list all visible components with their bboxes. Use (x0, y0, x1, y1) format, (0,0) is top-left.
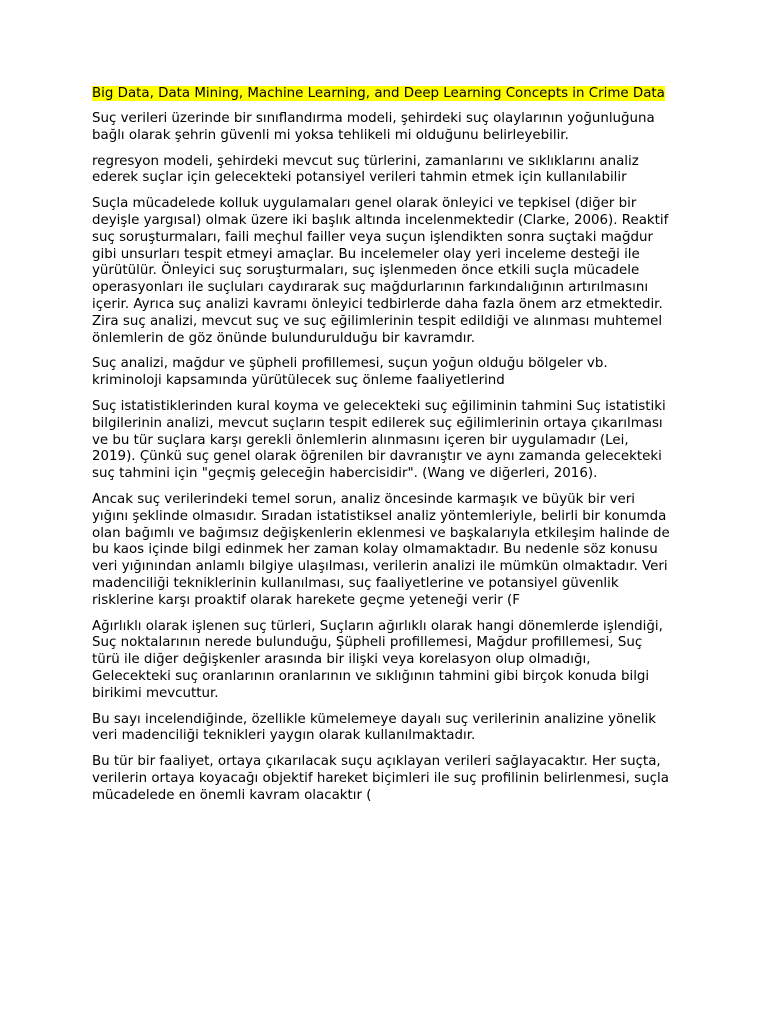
paragraph-4: Suç analizi, mağdur ve şüpheli profillemesi, suçun yoğun olduğu bölgeler vb. kriminoloji kapsamında yürütülecek suç önleme faaliyetlerind (92, 356, 608, 389)
title-highlight: Big Data, Data Mining, Machine Learning, and Deep Learning Concepts in Crime Data (92, 86, 665, 101)
paragraph-5: Suç istatistiklerinden kural koyma ve gelecekteki suç eğiliminin tahmini Suç istatistiki bilgilerinin analizi, mevcut suçların tespit edilerek suç eğilimlerinin ortaya çıkarılması ve bu tür suçlara karşı gerekli önlemlerin alınmasını içeren bir uygulamadır (Lei, 2019). Çünkü suç genel olarak öğrenilen bir davranıştır ve aynı zamanda gelecekteki suç tahmini için "geçmiş geleceğin habercisidir". (Wang ve diğerleri, 2016). (92, 398, 666, 482)
paragraph-1: Suç verileri üzerinde bir sınıflandırma modeli, şehirdeki suç olaylarının yoğunluğuna bağlı olarak şehrin güvenli mi yoksa tehlikeli mi olduğunu belirleyebilir. (92, 111, 655, 143)
document-title (92, 85, 672, 102)
paragraph-3: Suçla mücadelede kolluk uygulamaları genel olarak önleyici ve tepkisel (diğer bir deyişle yargısal) olmak üzere iki başlık altında incelenmektedir (Clarke, 2006). Reaktif suç soruşturmaları, faili meçhul failler veya suçun işlendikten sonra suçtaki mağdur gibi unsurları tespit etmeyi amaçlar. Bu incelemeler olay yeri inceleme desteği ile yürütülür. Önleyici suç soruşturmaları, suç işlenmeden önce etkili suçla mücadele operasyonları ile suçluları caydırarak suç mağdurlarının farkındalığının artırılmasını içerir. Ayrıca suç analizi kavramı önleyici tedbirlerde daha fazla önem arz etmektedir. Zira suç analizi, mevcut suç ve suç eğilimlerinin tespit edildiği ve alınması muhtemel önlemlerin de göz önünde bulundurulduğu bir kavramdır. (92, 196, 669, 346)
paragraph-9: Bu tür bir faaliyet, ortaya çıkarılacak suçu açıklayan verileri sağlayacaktır. Her suçta, verilerin ortaya koyacağı objektif hareket biçimleri ile suç profilinin belirlenmesi, suçla mücadelede en önemli kavram olacaktır ( (92, 754, 669, 803)
paragraph-2: regresyon modeli, şehirdeki mevcut suç türlerini, zamanlarını ve sıklıklarını analiz ederek suçlar için gelecekteki potansiyel verileri tahmin etmek için kullanılabilir (92, 153, 639, 186)
paragraph-7: Ağırlıklı olarak işlenen suç türleri, Suçların ağırlıklı olarak hangi dönemlerde işlendiği, Suç noktalarının nerede bulunduğu, Şüpheli profillemesi, Mağdur profillemesi, Suç türü ile diğer değişkenler arasında bir ilişki veya korelasyon olup olmadığı, Gelecekteki suç oranlarının oranlarının ve sıklığının tahmini gibi birçok konuda bilgi birikimi mevcuttur. (92, 618, 663, 701)
paragraph-8: Bu sayı incelendiğinde, özellikle kümelemeye dayalı suç verilerinin analizine yönelik veri madenciliği teknikleri yaygın olarak kullanılmaktadır. (92, 711, 657, 744)
paragraph-6: Ancak suç verilerindeki temel sorun, analiz öncesinde karmaşık ve büyük bir veri yığını şeklinde olmasıdır. Sıradan istatistiksel analiz yöntemleriyle, belirli bir konumda olan bağımlı ve bağımsız değişkenlerin eklenmesi ve başkalarıyla etkileşim halinde de bu kaos içinde bilgi edinmek her zaman kolay olmamaktadır. Bu nedenle söz konusu veri yığınından anlamlı bilgiye ulaşılması, verilerin analizi ile mümkün olmaktadır. Veri madenciliği tekniklerinin kullanılması, suç faaliyetlerine ve potansiyel güvenlik risklerine karşı proaktif olarak harekete geçme yeteneği verir (F (92, 491, 670, 608)
